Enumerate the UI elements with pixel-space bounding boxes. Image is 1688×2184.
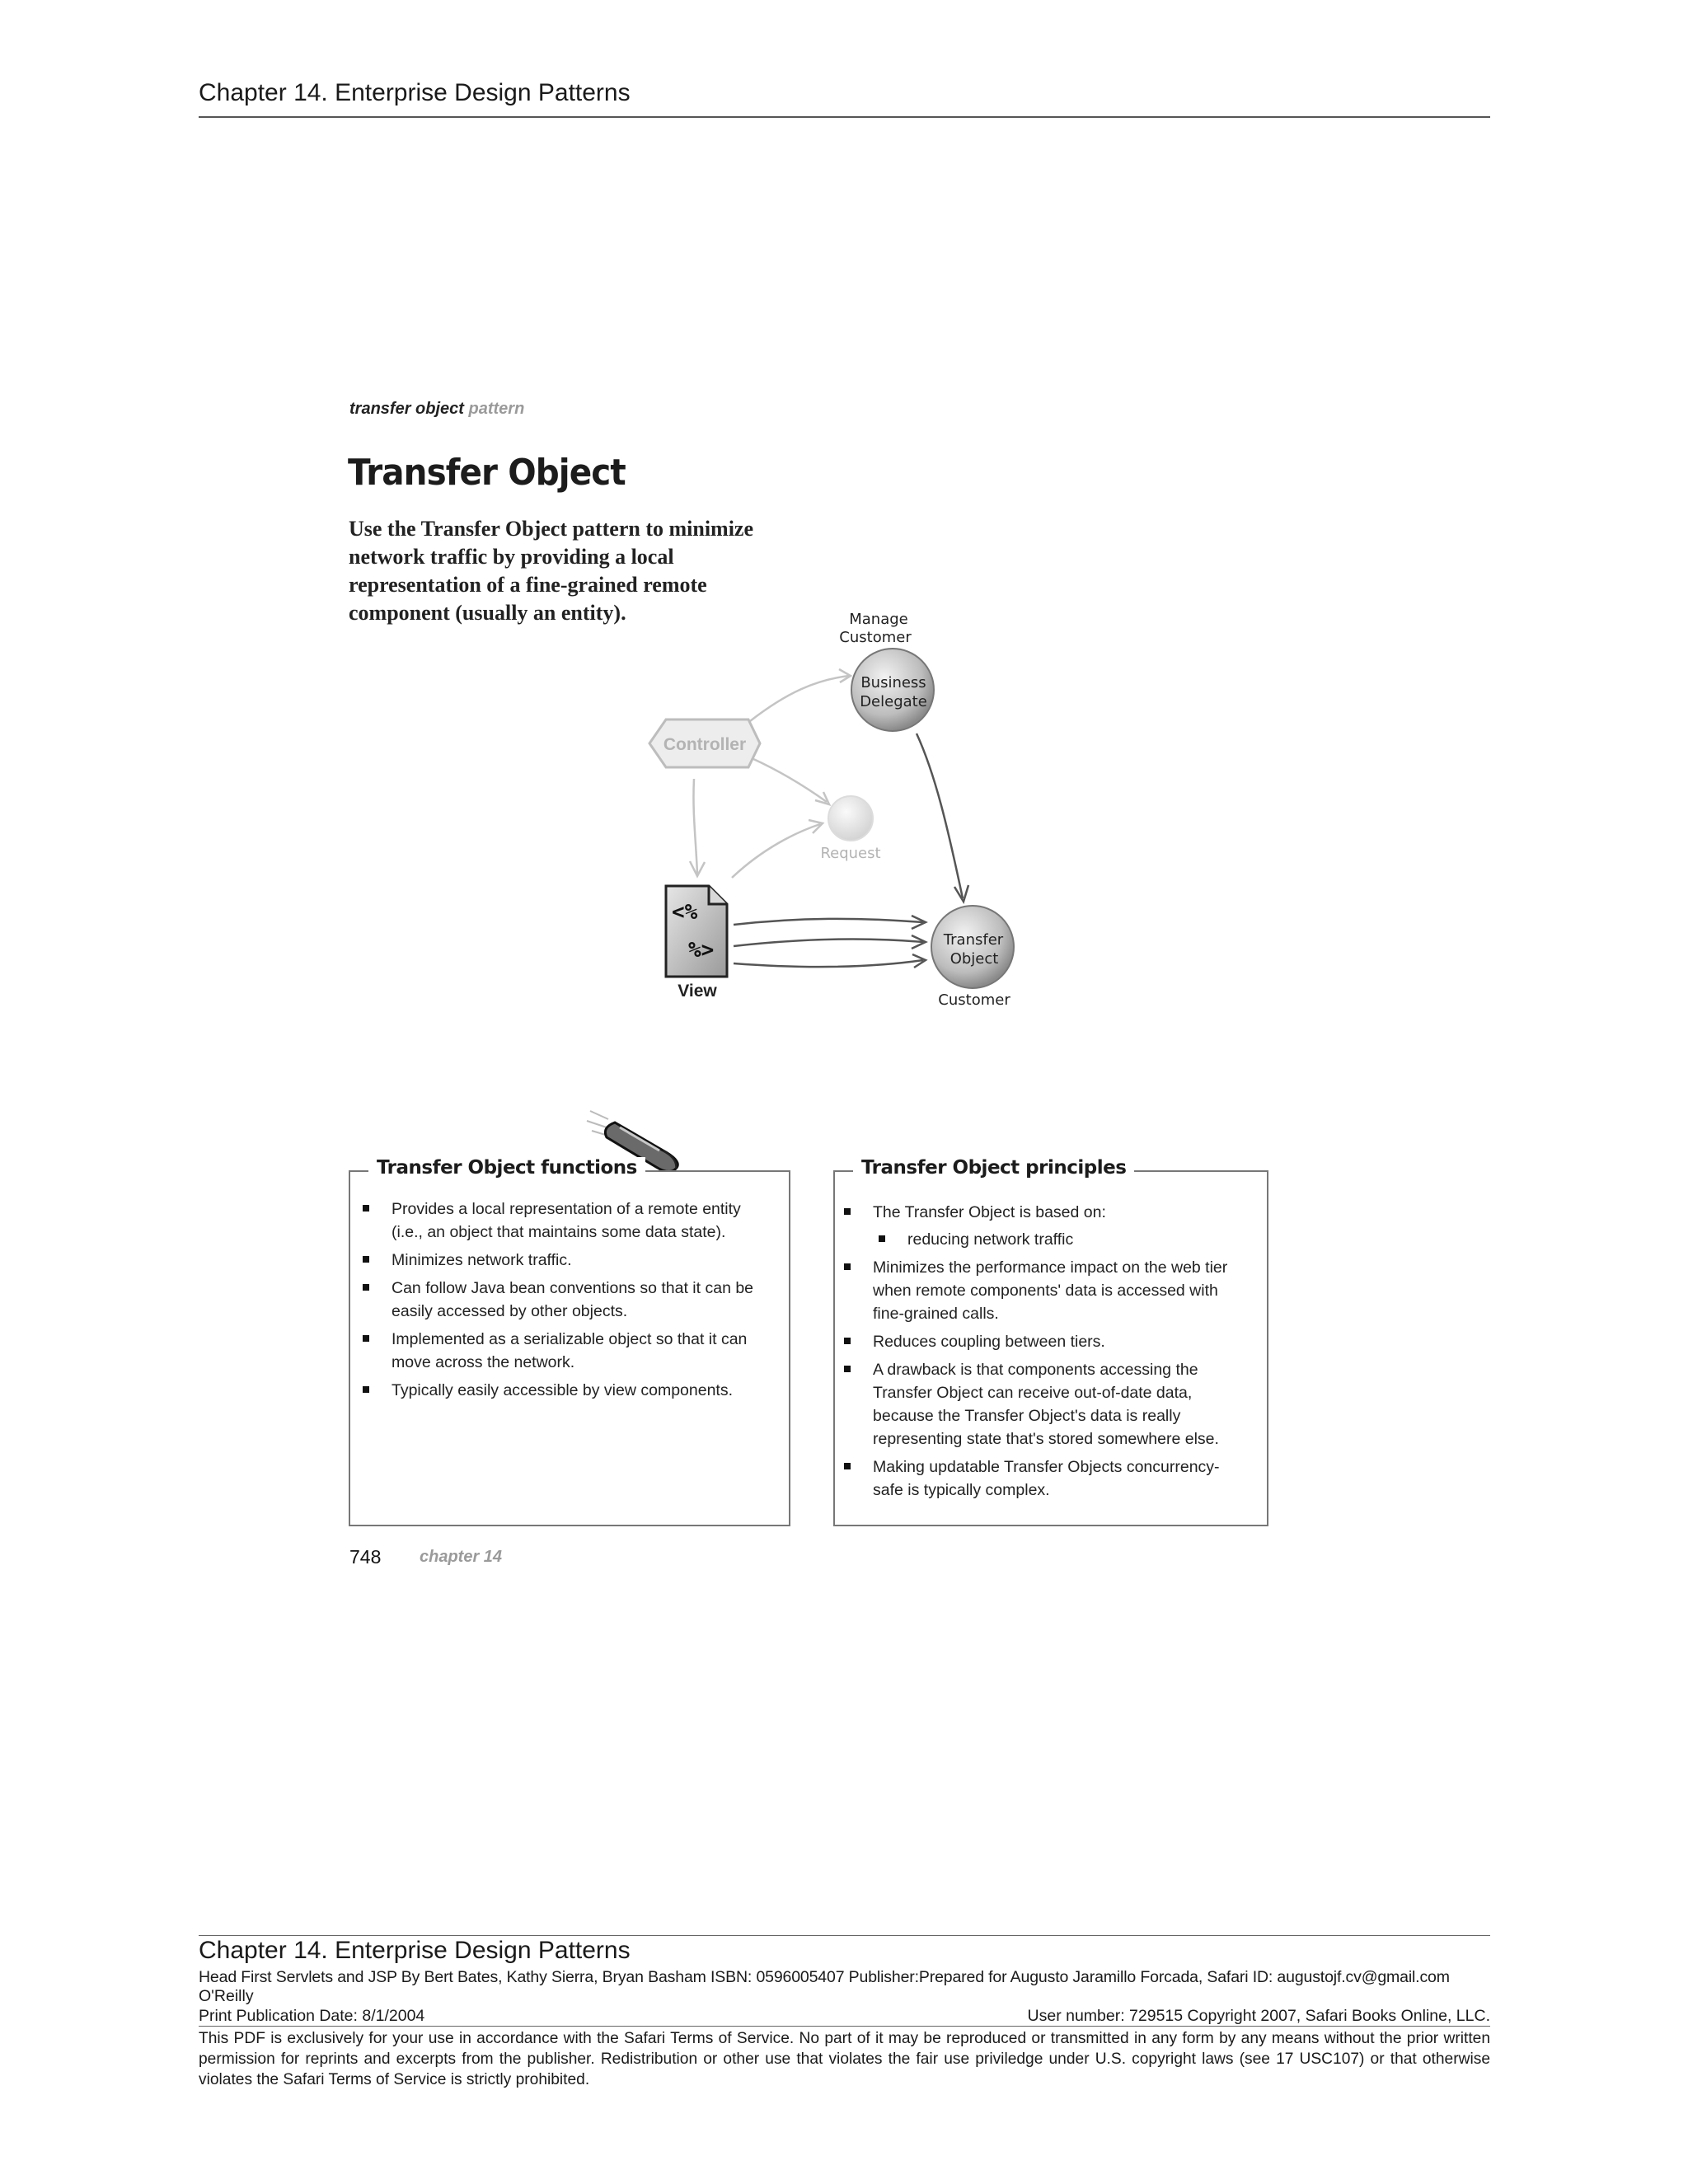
functions-list: [350, 1197, 762, 1407]
header-chapter-title: Chapter 14. Enterprise Design Patterns: [199, 79, 631, 106]
functions-item: Implemented as a serializable object so that it can move across the network.: [350, 1328, 762, 1374]
request-node: [828, 796, 873, 841]
view-to-request-arrow: [732, 820, 823, 878]
functions-item: Can follow Java bean conventions so that it can be easily accessed by other objects.: [350, 1277, 762, 1323]
footer-rule: [199, 1935, 1490, 1936]
footer-book-line: Head First Servlets and JSP By Bert Bates, Kathy Sierra, Bryan Basham ISBN: 0596005407 Publisher:Prepared for Augusto Jaramillo Forcada, Safari ID: augustojf.cv@gmail.com: [199, 1968, 1450, 1986]
footer-user-line: User number: 729515 Copyright 2007, Safari Books Online, LLC.: [1027, 2007, 1490, 2025]
footer-publisher: O'Reilly: [199, 1987, 254, 2005]
principles-item: Minimizes the performance impact on the web tier when remote components' data is accessed with fine-grained calls.: [832, 1256, 1240, 1325]
footer-print-row: [199, 2007, 1490, 2026]
view-tag-close: %>: [688, 938, 715, 963]
business-delegate-label-1: Business: [860, 674, 926, 691]
transfer-object-label-1: Transfer: [943, 931, 1004, 949]
pattern-title: Transfer Object: [348, 452, 626, 494]
functions-item: Typically easily accessible by view components.: [350, 1379, 762, 1402]
business-delegate-label-2: Delegate: [860, 693, 927, 710]
principles-item: Making updatable Transfer Objects concurrency-safe is typically complex.: [832, 1455, 1240, 1502]
page-chapter: chapter 14: [420, 1548, 503, 1566]
principles-subitem: reducing network traffic: [832, 1228, 1240, 1251]
manage-customer-label-2: Customer: [839, 629, 912, 646]
footer-chapter-title: Chapter 14. Enterprise Design Patterns: [199, 1937, 631, 1964]
principles-box: [833, 1157, 1268, 1526]
footer-print-date: Print Publication Date: 8/1/2004: [199, 2007, 425, 2025]
manage-customer-label: Manage: [849, 611, 908, 628]
kicker-bold: transfer object: [349, 400, 464, 418]
kicker-muted: pattern: [468, 400, 525, 418]
transfer-object-label-2: Object: [950, 950, 999, 968]
footer-rule-2: [199, 2026, 1490, 2027]
controller-to-delegate-arrow: [750, 669, 851, 721]
footer-terms: This PDF is exclusively for your use in accordance with the Safari Terms of Service. No part of it may be reproduced or transmitted in any form by any means without the prior written permission for reprints and excerpts from the publisher. Redistribution or other use that violates the fair use priviledge under U.S. copyright laws (see 17 USC107) or that otherwise violates the Safari Terms of Service is strictly prohibited.: [199, 2030, 1490, 2088]
section-kicker: [349, 400, 524, 419]
view-tag-open: <%: [672, 900, 698, 925]
functions-item: Minimizes network traffic.: [350, 1249, 762, 1272]
delegate-to-transfer-object-arrow: [917, 733, 968, 902]
view-document-icon: [666, 886, 727, 977]
controller-label: Controller: [663, 735, 747, 754]
controller-to-view-arrow: [690, 779, 705, 876]
customer-label: Customer: [938, 991, 1010, 1009]
principles-item: A drawback is that components accessing the Transfer Object can receive out-of-date data, because the Transfer Object's data is really representing state that's stored somewhere else.: [832, 1358, 1240, 1451]
principles-item: The Transfer Object is based on:: [832, 1201, 1240, 1224]
controller-to-request-arrow: [752, 758, 829, 804]
header-rule: [199, 116, 1490, 118]
view-label: View: [678, 982, 717, 1001]
functions-box-title: Transfer Object functions: [368, 1157, 645, 1179]
principles-box-title: Transfer Object principles: [853, 1157, 1134, 1179]
request-label: Request: [820, 845, 881, 862]
functions-item: Provides a local representation of a remote entity (i.e., an object that maintains some data state).: [350, 1197, 762, 1244]
functions-box: [349, 1157, 790, 1526]
transfer-object-diagram: [626, 598, 1055, 1026]
view-to-transfer-object-arrows: [734, 916, 926, 968]
page-number: 748: [349, 1546, 382, 1568]
principles-list: [832, 1201, 1240, 1507]
pattern-intro: Use the Transfer Object pattern to minimize network traffic by providing a local representation of a fine-grained remote component (usually an entity).: [349, 517, 754, 625]
principles-item: Reduces coupling between tiers.: [832, 1330, 1240, 1353]
